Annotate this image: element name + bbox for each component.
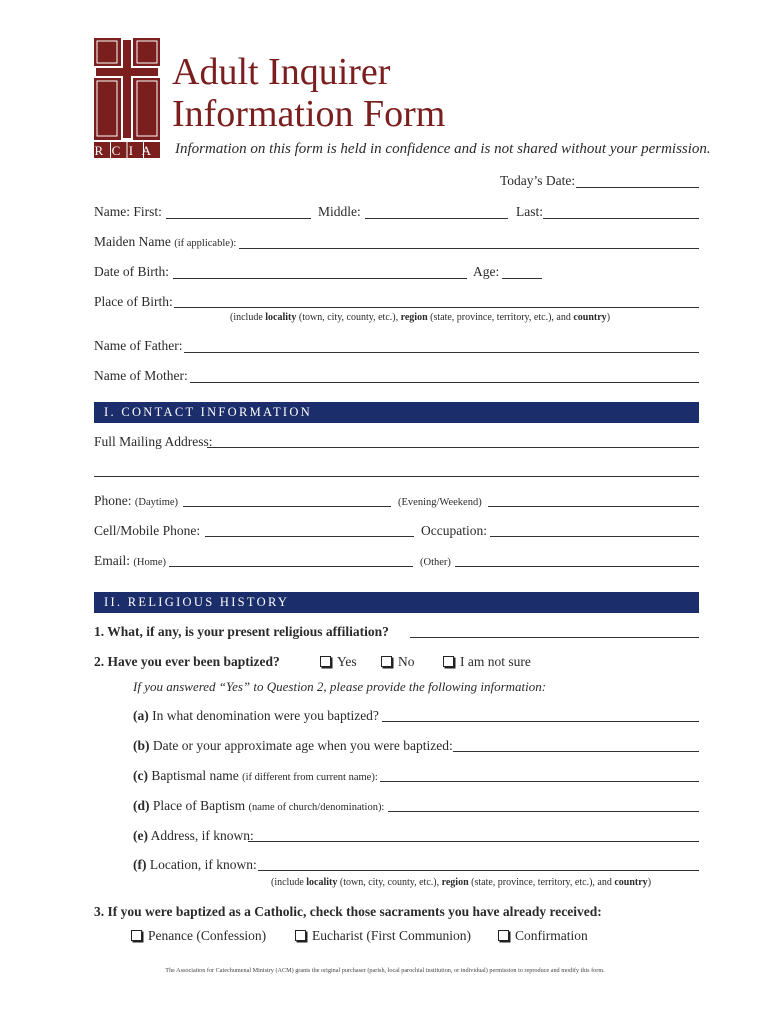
middle-name-label: Middle: <box>318 204 361 219</box>
cell-phone-label: Cell/Mobile Phone: <box>94 523 201 538</box>
occupation-label: Occupation: <box>421 523 487 538</box>
todays-date-label: Today’s Date: <box>500 173 576 188</box>
baptized-no-option[interactable]: No <box>381 654 415 670</box>
checkbox-icon[interactable] <box>295 930 306 941</box>
question-2: 2. Have you ever been baptized? <box>94 654 280 669</box>
maiden-name-field[interactable] <box>239 248 699 249</box>
checkbox-icon[interactable] <box>381 656 392 667</box>
section-religious-history: II. RELIGIOUS HISTORY <box>94 592 699 613</box>
form-title-line1: Adult Inquirer <box>172 51 391 93</box>
form-title-line2: Information Form <box>172 93 446 135</box>
baptism-address-field[interactable] <box>248 841 699 842</box>
phone-label: Phone: (Daytime) <box>94 493 179 508</box>
question-2d: (d) Place of Baptism (name of church/denomination): <box>133 798 385 813</box>
phone-evening-label: (Evening/Weekend) <box>398 497 482 508</box>
question-2-note: If you answered “Yes” to Question 2, please provide the following information: <box>133 679 547 694</box>
sacrament-confirmation-option[interactable]: Confirmation <box>498 928 588 944</box>
email-other-label: (Other) <box>420 557 451 568</box>
place-of-birth-field[interactable] <box>174 307 699 308</box>
rcia-logo <box>94 38 160 158</box>
last-name-field[interactable] <box>543 218 699 219</box>
logo-text: RCIA <box>94 143 160 158</box>
place-of-birth-hint: (include locality (town, city, county, etc.), region (state, province, territory, etc.), and country) <box>230 312 611 323</box>
confidentiality-note: Information on this form is held in confidence and is not shared without your permission. <box>175 141 711 157</box>
copyright-footer: The Association for Catechumenal Ministry (ACM) grants the original purchaser (parish, local parochial institution, or individual) permission to reproduce and modify this form. <box>165 967 605 974</box>
question-2b: (b) Date or your approximate age when you were baptized: <box>133 738 453 753</box>
baptism-place-field[interactable] <box>388 811 699 812</box>
first-name-field[interactable] <box>166 218 311 219</box>
dob-field[interactable] <box>173 278 467 279</box>
sacrament-penance-option[interactable]: Penance (Confession) <box>131 928 266 944</box>
phone-evening-field[interactable] <box>488 506 699 507</box>
checkbox-icon[interactable] <box>498 930 509 941</box>
cell-phone-field[interactable] <box>205 536 414 537</box>
place-of-birth-label: Place of Birth: <box>94 294 173 309</box>
checkbox-icon[interactable] <box>131 930 142 941</box>
father-name-field[interactable] <box>184 352 699 353</box>
checkbox-icon[interactable] <box>443 656 454 667</box>
question-1: 1. What, if any, is your present religious affiliation? <box>94 624 389 639</box>
baptism-location-field[interactable] <box>258 870 699 871</box>
maiden-name-label: Maiden Name (if applicable): <box>94 234 237 249</box>
dob-label: Date of Birth: <box>94 264 169 279</box>
question-3: 3. If you were baptized as a Catholic, check those sacraments you have already received: <box>94 904 602 919</box>
baptized-unsure-option[interactable]: I am not sure <box>443 654 531 670</box>
mother-name-label: Name of Mother: <box>94 368 188 383</box>
checkbox-icon[interactable] <box>320 656 331 667</box>
email-home-field[interactable] <box>169 566 413 567</box>
todays-date-field[interactable] <box>576 187 699 188</box>
age-field[interactable] <box>502 278 542 279</box>
email-label: Email: (Home) <box>94 553 167 568</box>
baptism-date-field[interactable] <box>453 751 699 752</box>
email-other-field[interactable] <box>455 566 699 567</box>
question-2c: (c) Baptismal name (if different from current name): <box>133 768 378 783</box>
question-2f: (f) Location, if known: <box>133 857 257 872</box>
mailing-address-field[interactable] <box>207 447 699 448</box>
question-2e: (e) Address, if known: <box>133 828 254 843</box>
mailing-address-label: Full Mailing Address: <box>94 434 213 449</box>
baptismal-name-field[interactable] <box>380 781 699 782</box>
age-label: Age: <box>473 264 500 279</box>
baptism-denomination-field[interactable] <box>382 721 699 722</box>
middle-name-field[interactable] <box>365 218 508 219</box>
mailing-address-field-line2[interactable] <box>94 476 699 477</box>
mother-name-field[interactable] <box>190 382 699 383</box>
father-name-label: Name of Father: <box>94 338 183 353</box>
baptism-location-hint: (include locality (town, city, county, etc.), region (state, province, territory, etc.), and country) <box>271 877 652 888</box>
occupation-field[interactable] <box>490 536 699 537</box>
sacrament-eucharist-option[interactable]: Eucharist (First Communion) <box>295 928 471 944</box>
phone-daytime-field[interactable] <box>183 506 391 507</box>
first-name-label: Name: First: <box>94 204 162 219</box>
section-contact-information: I. CONTACT INFORMATION <box>94 402 699 423</box>
baptized-yes-option[interactable]: Yes <box>320 654 357 670</box>
last-name-label: Last: <box>516 204 543 219</box>
question-2a: (a) In what denomination were you baptized? <box>133 708 379 723</box>
religious-affiliation-field[interactable] <box>410 637 699 638</box>
